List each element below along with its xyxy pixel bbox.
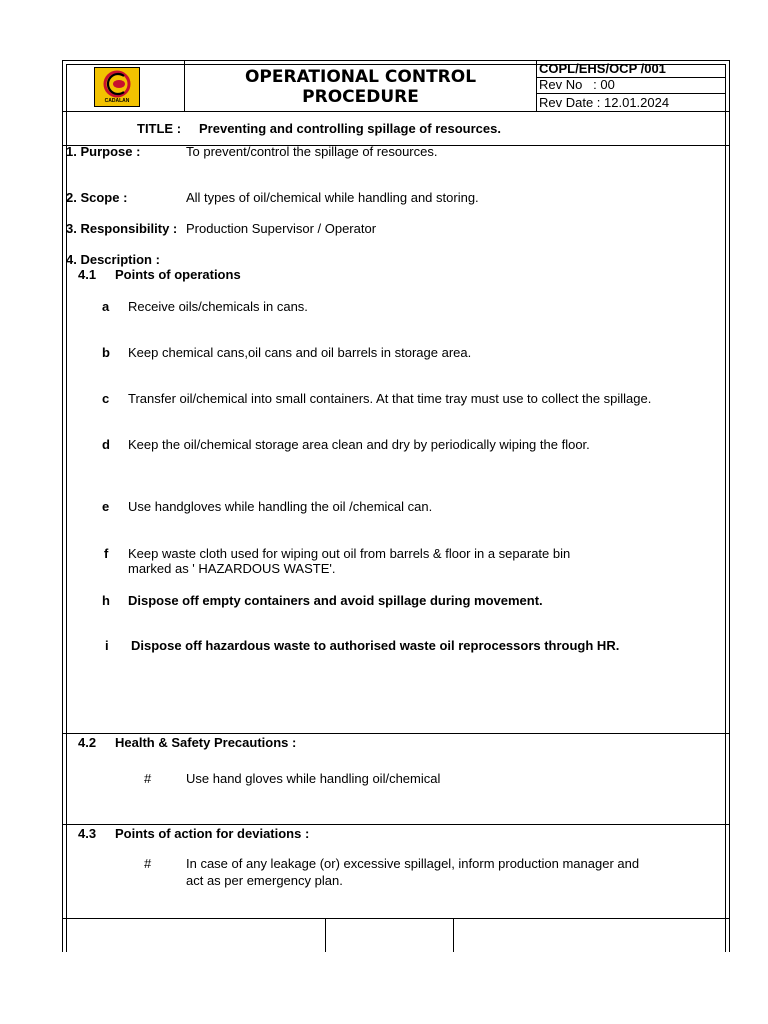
header-meta-line-2 xyxy=(536,93,726,94)
title-label: TITLE : xyxy=(137,121,182,136)
purpose-value: To prevent/control the spillage of resources. xyxy=(186,144,438,159)
list-item-letter: e xyxy=(102,499,110,514)
section-4-3-title: Points of action for deviations : xyxy=(115,826,310,841)
list-item-letter: f xyxy=(104,546,109,561)
rev-no: Rev No : 00 xyxy=(539,77,615,92)
border-right-outer xyxy=(729,60,730,952)
list-item-text: Keep the oil/chemical storage area clean and dry by periodically wiping the floor. xyxy=(128,437,590,452)
border-left-outer xyxy=(62,60,63,952)
list-item-text: Dispose off hazardous waste to authorised waste oil reprocessors through HR. xyxy=(131,638,620,653)
list-item-text: Use handgloves while handling the oil /chemical can. xyxy=(128,499,433,514)
bullet-marker: # xyxy=(144,856,152,871)
list-item-text-continued: marked as ' HAZARDOUS WASTE'. xyxy=(128,561,336,576)
section-4-2-title: Health & Safety Precautions : xyxy=(115,735,297,750)
border-right-inner xyxy=(725,64,726,952)
section-4-2-number: 4.2 xyxy=(78,735,97,750)
scope-value: All types of oil/chemical while handling and storing. xyxy=(186,190,479,205)
bullet-marker: # xyxy=(144,771,152,786)
scope-label: 2. Scope : xyxy=(66,190,128,205)
section-4-1-title: Points of operations xyxy=(115,267,241,282)
page-title xyxy=(185,67,536,107)
list-item-text: Keep waste cloth used for wiping out oil from barrels & floor in a separate bin xyxy=(128,546,571,561)
deviation-action-text-continued: act as per emergency plan. xyxy=(186,873,343,888)
company-logo xyxy=(94,67,140,107)
page-title-line-1: OPERATIONAL CONTROL xyxy=(244,67,477,87)
logo-text: CADALAN xyxy=(104,98,130,104)
footer-divider-1 xyxy=(325,918,326,952)
responsibility-label: 3. Responsibility : xyxy=(66,221,178,236)
responsibility-value: Production Supervisor / Operator xyxy=(186,221,377,236)
section-divider-footer xyxy=(62,918,730,919)
section-divider-4-3 xyxy=(62,824,730,825)
list-item-letter: d xyxy=(102,437,110,452)
health-precaution-text: Use hand gloves while handling oil/chemical xyxy=(186,771,441,786)
list-item-letter: c xyxy=(102,391,110,406)
list-item-text: Dispose off empty containers and avoid spillage during movement. xyxy=(128,593,543,608)
list-item-text: Transfer oil/chemical into small containers. At that time tray must use to collect the spillage. xyxy=(128,391,652,406)
header-divider-meta xyxy=(536,60,537,112)
list-item-letter: i xyxy=(105,638,109,653)
doc-code: COPL/EHS/OCP /001 xyxy=(539,61,666,76)
section-4-3-number: 4.3 xyxy=(78,826,97,841)
header-bottom-line xyxy=(62,111,730,112)
list-item-letter: h xyxy=(102,593,110,608)
deviation-action-text: In case of any leakage (or) excessive spillagel, inform production manager and xyxy=(186,856,640,871)
purpose-label: 1. Purpose : xyxy=(66,144,141,159)
title-value: Preventing and controlling spillage of resources. xyxy=(199,121,501,136)
footer-divider-2 xyxy=(453,918,454,952)
description-label: 4. Description : xyxy=(66,252,160,267)
section-divider-4-2 xyxy=(62,733,730,734)
page-title-line-2: PROCEDURE xyxy=(302,87,419,107)
list-item-text: Keep chemical cans,oil cans and oil barrels in storage area. xyxy=(128,345,472,360)
list-item-text: Receive oils/chemicals in cans. xyxy=(128,299,308,314)
list-item-letter: a xyxy=(102,299,110,314)
rev-date: Rev Date : 12.01.2024 xyxy=(539,95,670,110)
section-4-1-number: 4.1 xyxy=(78,267,97,282)
list-item-letter: b xyxy=(102,345,110,360)
